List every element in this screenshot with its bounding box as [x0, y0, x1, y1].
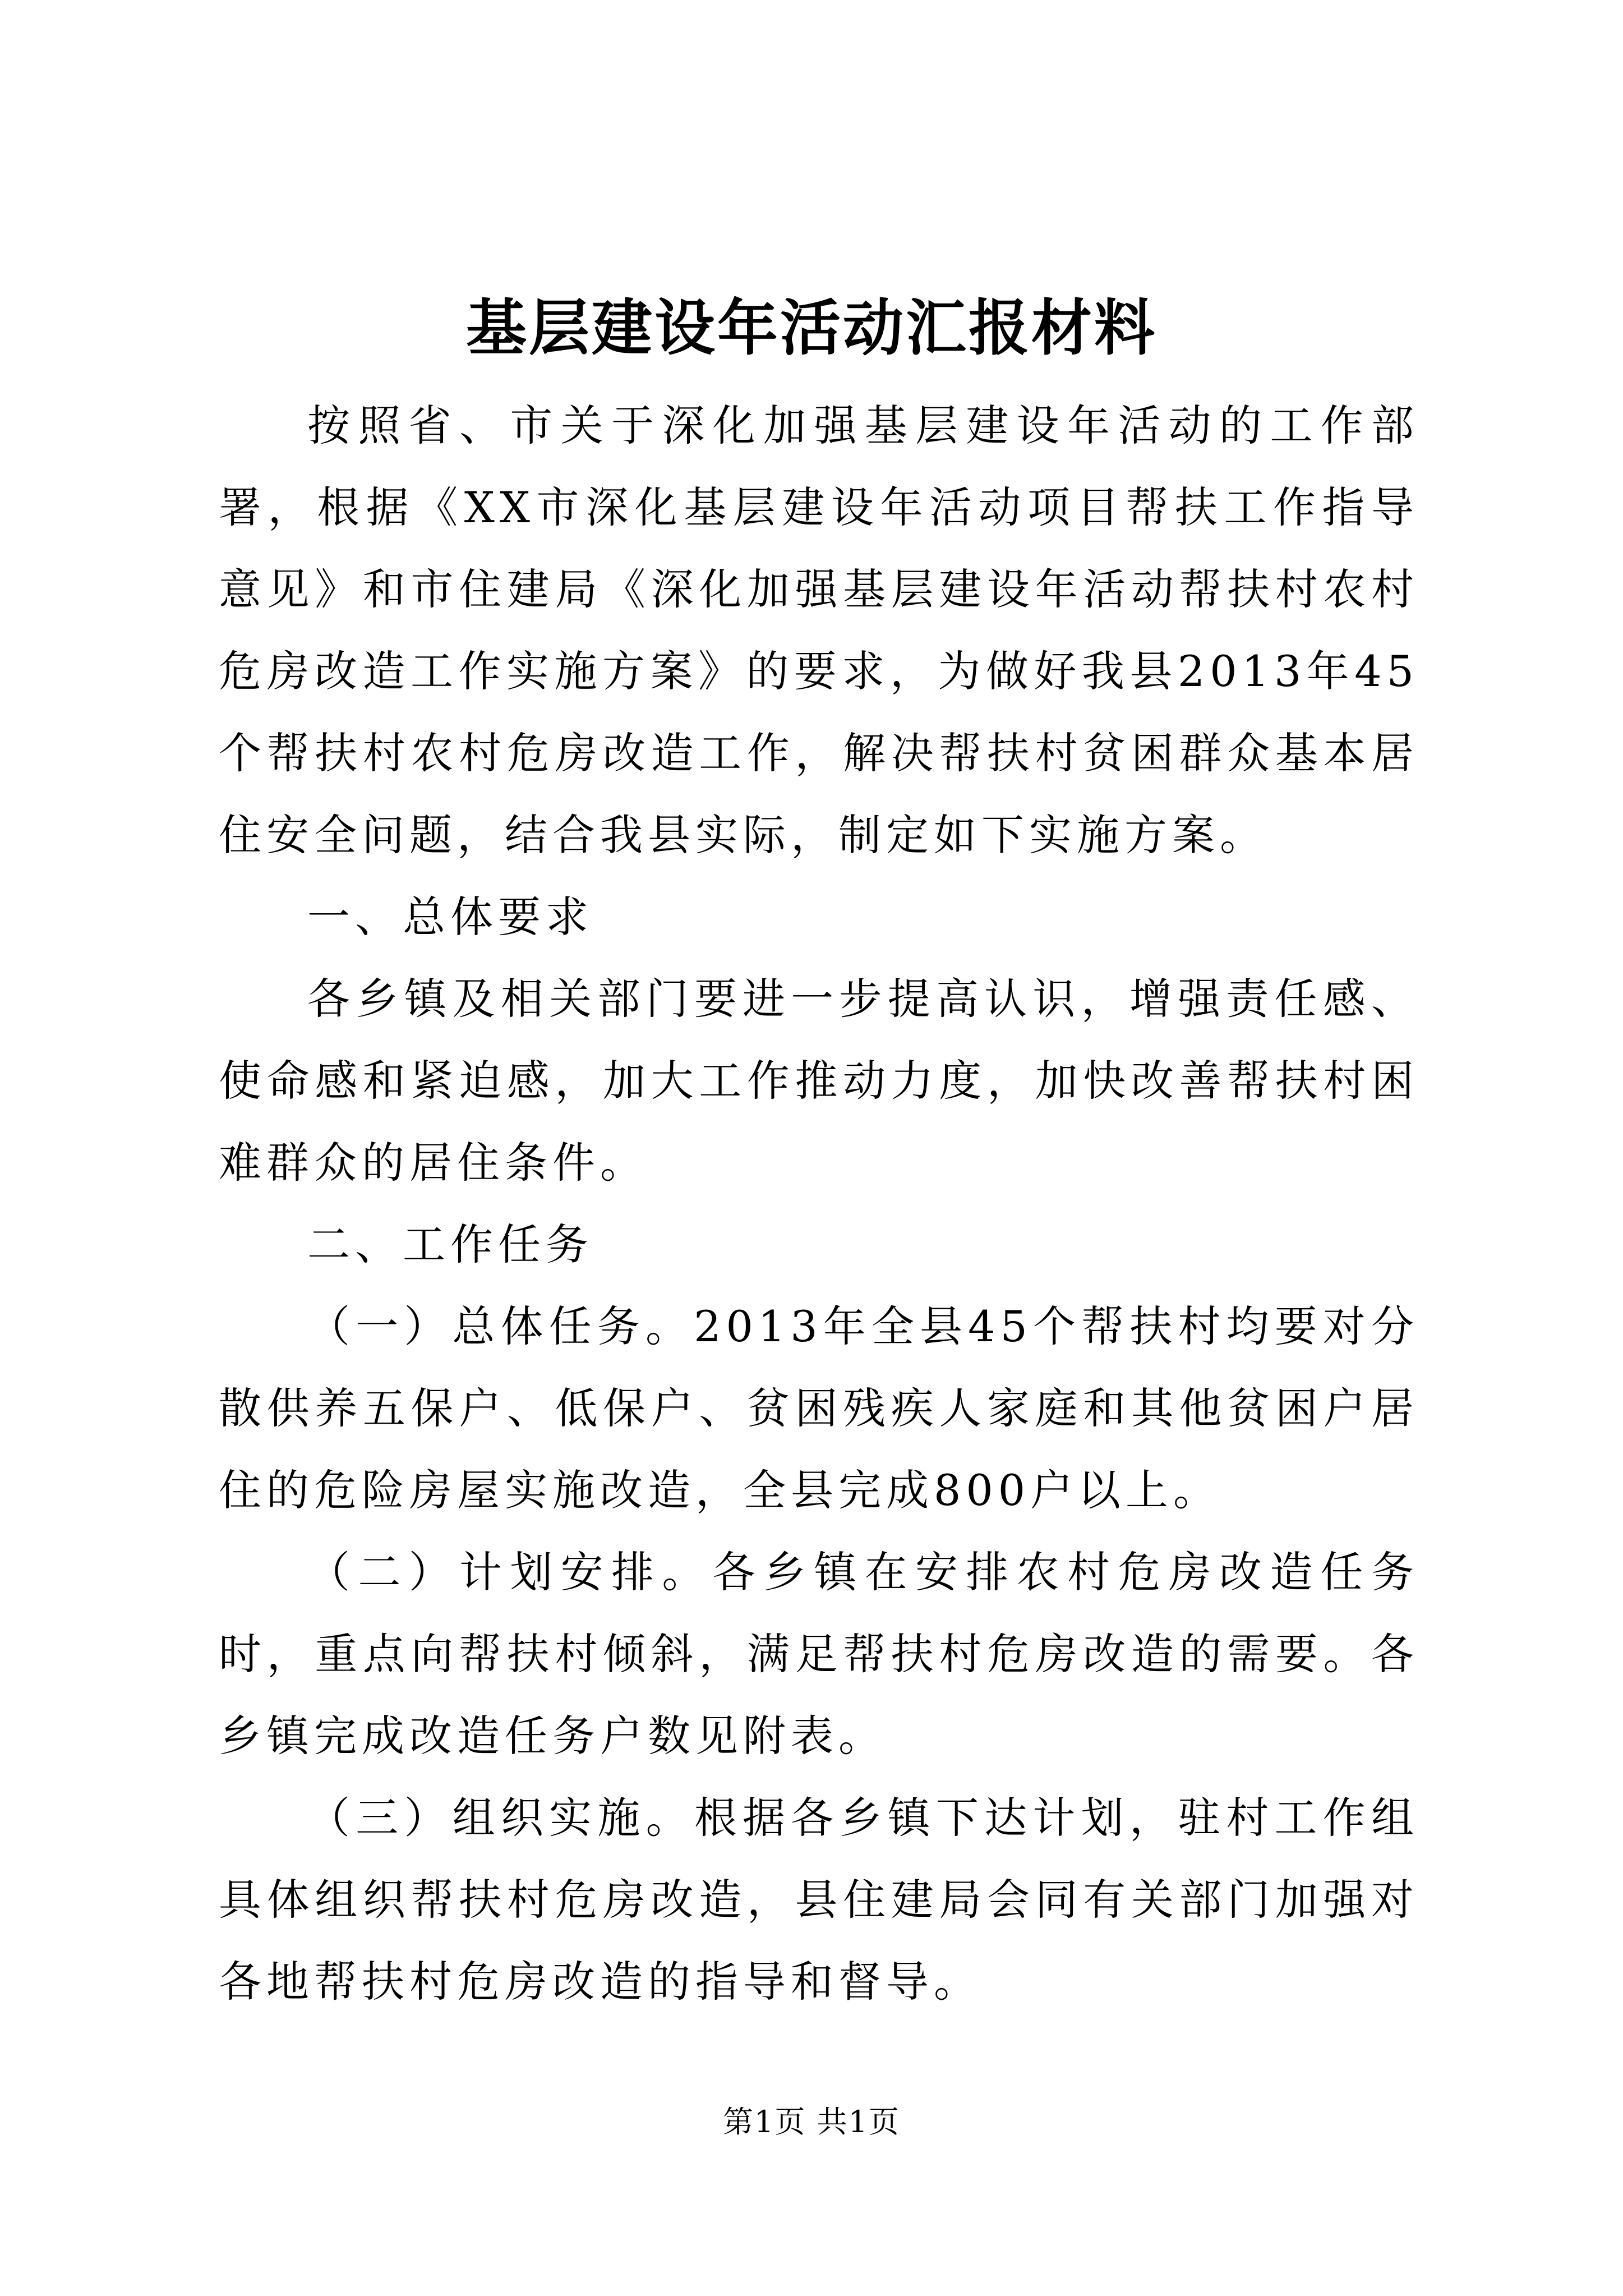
document-body	[219, 385, 1419, 2023]
section-heading-general-requirements: 一、总体要求	[307, 892, 593, 942]
section-heading-work-tasks: 二、工作任务	[307, 1220, 593, 1269]
page-footer: 第1页 共1页	[723, 2104, 900, 2139]
intro-paragraph: 按照省、市关于深化加强基层建设年活动的工作部署，根据《XX市深化基层建设年活动项目帮扶工作指导意见》和市住建局《深化加强基层建设年活动帮扶村农村危房改造工作实施方案》的要求，为做好我县2013年45个帮扶村农村危房改造工作，解决帮扶村贫困群众基本居住安全问题，结合我县实际，制定如下实施方案。	[219, 401, 1419, 860]
general-requirements-paragraph: 各乡镇及相关部门要进一步提高认识，增强责任感、使命感和紧迫感，加大工作推动力度，加快改善帮扶村困难群众的居住条件。	[219, 974, 1419, 1188]
task-plan-paragraph: （二）计划安排。各乡镇在安排农村危房改造任务时，重点向帮扶村倾斜，满足帮扶村危房改造的需要。各乡镇完成改造任务户数见附表。	[219, 1547, 1419, 1761]
task-overall-paragraph: （一）总体任务。2013年全县45个帮扶村均要对分散供养五保户、低保户、贫困残疾人家庭和其他贫困户居住的危险房屋实施改造，全县完成800户以上。	[219, 1301, 1419, 1515]
task-implementation-paragraph: （三）组织实施。根据各乡镇下达计划，驻村工作组具体组织帮扶村危房改造，县住建局会同有关部门加强对各地帮扶村危房改造的指导和督导。	[219, 1793, 1419, 2007]
document-title: 基层建设年活动汇报材料	[465, 293, 1157, 364]
